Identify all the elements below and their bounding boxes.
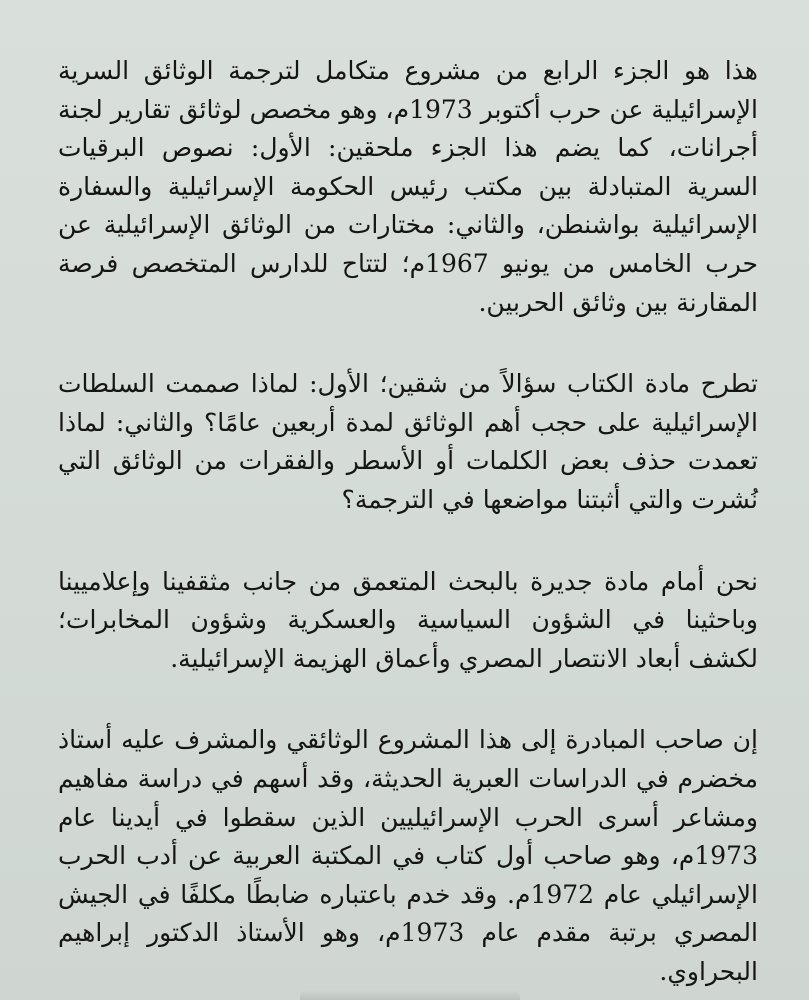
paragraph-author: إن صاحب المبادرة إلى هذا المشروع الوثائقي والمشرف عليه أستاذ مخضرم في الدراسات العبرية الحديثة، وقد أسهم في دراسة مفاهيم ومشاعر أسرى الحرب الإسرائيليين الذين سقطوا في أيدينا عام 1973م، وهو صاحب أول كتاب في المكتبة العربية عن أدب الحرب الإسرائيلي عام 1972م. وقد خدم باعتباره ضابطًا مكلفًا في الجيش المصري برتبة مقدم عام 1973م، وهو الأستاذ الدكتور إبراهيم البحراوي. — [58, 725, 758, 986]
page-edge-shadow — [300, 990, 520, 1000]
book-back-cover-text — [58, 52, 758, 991]
paragraph-intro: هذا هو الجزء الرابع من مشروع متكامل لترجمة الوثائق السرية الإسرائيلية عن حرب أكتوبر 1973م، وهو مخصص لوثائق تقارير لجنة أجرانات، كما يضم هذا الجزء ملحقين: الأول: نصوص البرقيات السرية المتبادلة بين مكتب رئيس الحكومة الإسرائيلية والسفارة الإسرائيلية بواشنطن، والثاني: مختارات من الوثائق الإسرائيلية عن حرب الخامس من يونيو 1967م؛ لتتاح للدارس المتخصص فرصة المقارنة بين وثائق الحربين. — [58, 56, 758, 317]
paragraph-research: نحن أمام مادة جديرة بالبحث المتعمق من جانب مثقفينا وإعلاميينا وباحثينا في الشؤون السياسية والعسكرية وشؤون المخابرات؛ لكشف أبعاد الانتصار المصري وأعماق الهزيمة الإسرائيلية. — [58, 566, 758, 673]
paragraph-question: تطرح مادة الكتاب سؤالاً من شقين؛ الأول: لماذا صممت السلطات الإسرائيلية على حجب أهم الوثائق لمدة أربعين عامًا؟ والثاني: لماذا تعمدت حذف بعض الكلمات أو الأسطر والفقرات من الوثائق التي نُشرت والتي أثبتنا مواضعها في الترجمة؟ — [58, 369, 758, 514]
